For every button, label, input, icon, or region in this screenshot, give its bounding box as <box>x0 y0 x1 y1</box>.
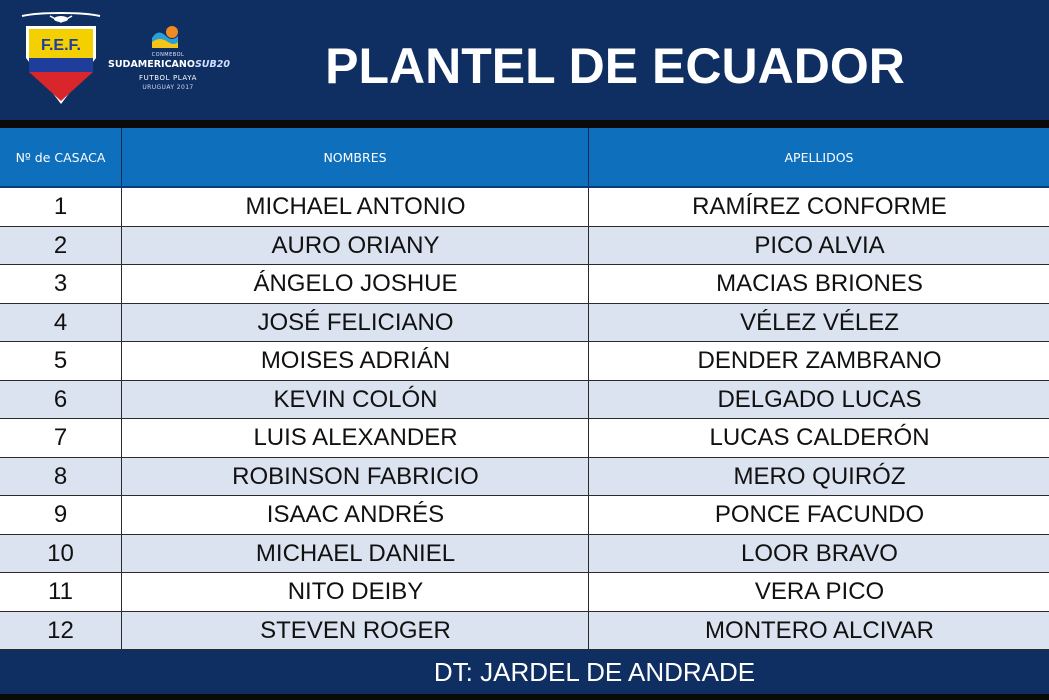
player-surname-cell: MERO QUIRÓZ <box>588 458 1049 496</box>
jersey-number-cell: 1 <box>53 193 68 220</box>
player-name-cell: LUIS ALEXANDER <box>121 419 589 457</box>
jersey-number-cell: 7 <box>53 424 68 451</box>
column-header-names: NOMBRES <box>121 128 588 186</box>
column-header-number: Nº de CASACA <box>15 150 106 165</box>
jersey-number-cell: 9 <box>53 501 68 528</box>
player-name-cell: MOISES ADRIÁN <box>121 342 589 380</box>
player-name-cell: STEVEN ROGER <box>121 612 589 650</box>
player-name-cell: ÁNGELO JOSHUE <box>121 265 589 303</box>
table-row <box>0 573 1049 612</box>
jersey-number-cell: 3 <box>53 270 68 297</box>
player-surname-cell: DENDER ZAMBRANO <box>588 342 1049 380</box>
event-name-text <box>108 59 228 70</box>
player-surname-cell: MACIAS BRIONES <box>588 265 1049 303</box>
jersey-number-cell: 6 <box>53 385 68 413</box>
event-name-main: SUDAMERICANO <box>108 59 195 70</box>
table-row <box>0 496 1049 535</box>
jersey-number-cell: 4 <box>53 308 68 336</box>
player-name-cell: NITO DEIBY <box>121 573 589 611</box>
table-row <box>0 458 1049 497</box>
player-name-cell: MICHAEL DANIEL <box>121 535 589 573</box>
player-surname-cell: VÉLEZ VÉLEZ <box>588 304 1049 342</box>
fef-crest-logo <box>20 12 102 108</box>
table-row <box>0 304 1049 343</box>
player-surname-cell: RAMÍREZ CONFORME <box>588 188 1049 226</box>
roster-table-body <box>0 188 1049 650</box>
beach-wave-icon <box>150 24 180 50</box>
table-row <box>0 381 1049 420</box>
table-row <box>0 265 1049 304</box>
player-surname-cell: MONTERO ALCIVAR <box>588 612 1049 650</box>
jersey-number-cell: 11 <box>48 578 73 605</box>
player-surname-cell: LOOR BRAVO <box>588 535 1049 573</box>
jersey-number-cell: 10 <box>47 539 74 567</box>
table-row <box>0 419 1049 458</box>
player-name-cell: ROBINSON FABRICIO <box>121 458 589 496</box>
player-name-cell: KEVIN COLÓN <box>121 381 589 419</box>
coach-text: DT: JARDEL DE ANDRADE <box>433 656 756 687</box>
player-surname-cell: VERA PICO <box>588 573 1049 611</box>
player-surname-cell: DELGADO LUCAS <box>588 381 1049 419</box>
event-organizer-text: CONMEBOL <box>151 52 185 58</box>
table-row <box>0 342 1049 381</box>
player-name-cell: ISAAC ANDRÉS <box>121 496 589 534</box>
event-place-text: URUGUAY 2017 <box>142 84 194 91</box>
player-surname-cell: LUCAS CALDERÓN <box>588 419 1049 457</box>
player-surname-cell: PICO ALVIA <box>588 227 1049 265</box>
table-row <box>0 227 1049 266</box>
player-name-cell: JOSÉ FELICIANO <box>121 304 589 342</box>
column-header-surnames: APELLIDOS <box>588 128 1049 186</box>
jersey-number-cell: 2 <box>53 231 68 259</box>
event-name-sub: SUB20 <box>194 59 230 70</box>
footer-coach-bar <box>0 650 1049 694</box>
table-row <box>0 188 1049 227</box>
jersey-number-cell: 8 <box>53 462 68 490</box>
footer-divider <box>0 694 1049 700</box>
fef-logo-text: F.E.F. <box>40 37 82 54</box>
player-surname-cell: PONCE FACUNDO <box>588 496 1049 534</box>
table-row <box>0 612 1049 651</box>
sudamericano-event-logo <box>108 22 228 102</box>
header-banner <box>0 0 1049 120</box>
table-row <box>0 535 1049 574</box>
event-sport-text: FUTBOL PLAYA <box>139 74 197 82</box>
page-title: PLANTEL DE ECUADOR <box>325 38 905 94</box>
player-name-cell: MICHAEL ANTONIO <box>121 188 589 226</box>
jersey-number-cell: 5 <box>53 347 68 374</box>
table-header <box>0 128 1049 188</box>
header-divider <box>0 120 1049 128</box>
jersey-number-cell: 12 <box>47 616 74 644</box>
player-name-cell: AURO ORIANY <box>121 227 589 265</box>
